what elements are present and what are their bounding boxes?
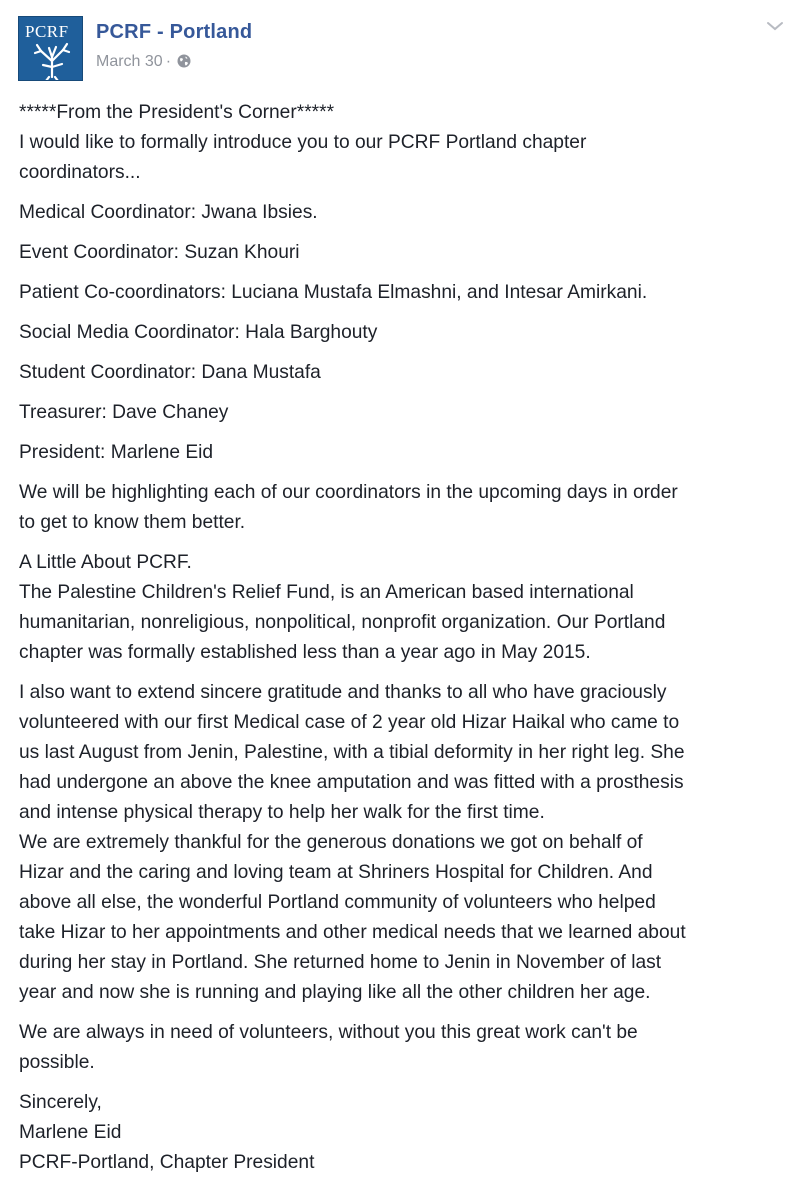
page-avatar[interactable] (18, 16, 83, 81)
post-text-line: during her stay in Portland. She returned home to Jenin in November of last (19, 952, 662, 973)
post-text-line: take Hizar to her appointments and other medical needs that we learned about (19, 922, 686, 943)
post-text-line: We are always in need of volunteers, without you this great work can't be (19, 1022, 638, 1043)
role-line (19, 398, 794, 428)
post-text-line: volunteered with our first Medical case of 2 year old Hizar Haikal who came to (19, 712, 680, 733)
post-text-line: coordinators... (19, 162, 141, 183)
post-header (0, 0, 800, 95)
role-line (19, 438, 794, 468)
post-text-line: had undergone an above the knee amputation and was fitted with a prosthesis (19, 772, 684, 793)
role-line (19, 318, 794, 348)
post-text-line: chapter was formally established less than a year ago in May 2015. (19, 642, 591, 663)
role-patient: Patient Co-coordinators: Luciana Mustafa Elmashni, and Intesar Amirkani. (19, 282, 648, 303)
post-text-line: us last August from Jenin, Palestine, with a tibial deformity in her right leg. She (19, 742, 685, 763)
post-text-line: humanitarian, nonreligious, nonpolitical, nonprofit organization. Our Portland (19, 612, 666, 633)
highlight-paragraph (19, 478, 794, 538)
role-president: President: Marlene Eid (19, 442, 214, 463)
post-text-line: year and now she is running and playing like all the other children her age. (19, 982, 651, 1003)
post-text-line: The Palestine Children's Relief Fund, is an American based international (19, 582, 634, 603)
post-text-line: A Little About PCRF. (19, 552, 192, 573)
avatar-logo-text: PCRF (25, 22, 69, 41)
role-treasurer: Treasurer: Dave Chaney (19, 402, 229, 423)
intro-paragraph (19, 98, 794, 188)
post-text-line: I also want to extend sincere gratitude and thanks to all who have graciously (19, 682, 667, 703)
about-paragraph (19, 548, 794, 668)
role-line (19, 358, 794, 388)
role-line (19, 198, 794, 228)
chevron-down-icon[interactable] (764, 18, 786, 34)
post-text-line: *****From the President's Corner***** (19, 102, 335, 123)
role-student: Student Coordinator: Dana Mustafa (19, 362, 321, 383)
volunteers-paragraph (19, 1018, 794, 1078)
post-text-line: I would like to formally introduce you to our PCRF Portland chapter (19, 132, 587, 153)
post-text-line: above all else, the wonderful Portland community of volunteers who helped (19, 892, 656, 913)
role-line (19, 238, 794, 268)
post-text-line: to get to know them better. (19, 512, 246, 533)
role-medical: Medical Coordinator: Jwana Ibsies. (19, 202, 318, 223)
tree-logo-icon (19, 17, 83, 81)
signoff-paragraph (19, 1088, 794, 1178)
post-text-line: and intense physical therapy to help her walk for the first time. (19, 802, 545, 823)
post-body (19, 98, 794, 1178)
globe-icon[interactable] (176, 53, 192, 74)
signoff-name: Marlene Eid (19, 1122, 122, 1143)
gratitude-paragraph (19, 678, 794, 1008)
role-event: Event Coordinator: Suzan Khouri (19, 242, 300, 263)
post-text-line: possible. (19, 1052, 95, 1073)
post-meta (96, 53, 192, 74)
meta-separator: · (165, 53, 172, 70)
post-text-line: We are extremely thankful for the generous donations we got on behalf of (19, 832, 643, 853)
role-social-media: Social Media Coordinator: Hala Barghouty (19, 322, 378, 343)
post-date-link[interactable]: March 30 (96, 53, 163, 70)
signoff-greeting: Sincerely, (19, 1092, 102, 1113)
page-name-link[interactable]: PCRF - Portland (96, 21, 253, 43)
role-line (19, 278, 794, 308)
signoff-title: PCRF-Portland, Chapter President (19, 1152, 315, 1173)
post-text-line: We will be highlighting each of our coordinators in the upcoming days in order (19, 482, 678, 503)
post-text-line: Hizar and the caring and loving team at Shriners Hospital for Children. And (19, 862, 653, 883)
